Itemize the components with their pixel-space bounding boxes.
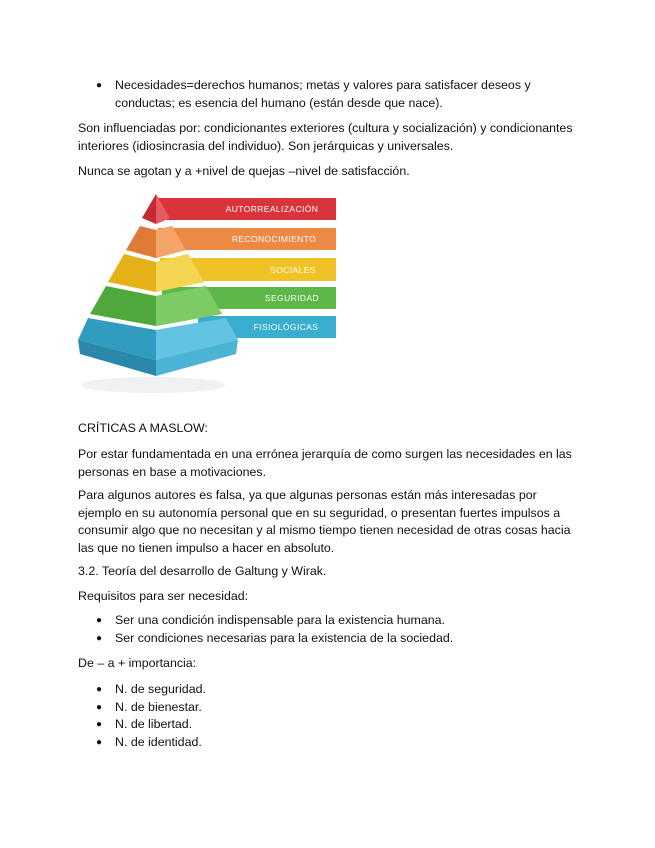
paragraph-influenciadas: Son influenciadas por: condicionantes exteriores (cultura y socialización) y condicionantes interiores (idiosincrasia del individuo). Son jerárquicas y universales.: [78, 121, 573, 153]
list-item-text: N. de bienestar.: [115, 699, 202, 714]
requisitos-intro: Requisitos para ser necesidad:: [78, 589, 249, 603]
paragraph-nunca: Nunca se agotan y a +nivel de quejas –nivel de satisfacción.: [78, 164, 410, 178]
pyramid-label-5: FISIOLÓGICAS: [253, 322, 319, 332]
pyramid-label-3: SOCIALES: [270, 265, 316, 275]
paragraph-criticas-2: Para algunos autores es falsa, ya que algunas personas están más interesadas por ejemplo en su autonomía personal que en su seguridad, o presentan fuertes impulsos a consumir algo que no necesitan y al mismo tiempo tienen necesidad de otras cosas hacia las que no tienen impulso a hacer en absoluto.: [78, 488, 571, 555]
list-item-text: Ser una condición indispensable para la existencia humana.: [115, 613, 445, 627]
bullet-icon: ●: [96, 701, 103, 713]
intro-list: [78, 77, 578, 112]
list-item-text: N. de seguridad.: [115, 682, 206, 696]
list-item: [78, 630, 578, 648]
pyramid-label-2: RECONOCIMIENTO: [231, 234, 317, 244]
importancia-list: [78, 681, 578, 751]
list-item-text: N. de libertad.: [115, 717, 193, 731]
list-item: [78, 699, 578, 717]
list-item: [78, 77, 578, 112]
maslow-pyramid-image: [78, 190, 338, 400]
importancia-intro: De – a + importancia:: [78, 656, 197, 670]
bullet-icon: ●: [96, 80, 103, 91]
bullet-icon: ●: [96, 615, 103, 626]
bullet-icon: ●: [96, 736, 103, 748]
pyramid-label-1: AUTORREALIZACIÓN: [225, 204, 319, 214]
heading-criticas: CRÍTICAS A MASLOW:: [78, 421, 208, 435]
bullet-icon: ●: [96, 684, 103, 695]
section-title: 3.2. Teoría del desarrollo de Galtung y Wirak.: [78, 564, 327, 578]
list-item: [78, 734, 578, 752]
paragraph-criticas-1: Por estar fundamentada en una errónea jerarquía de como surgen las necesidades en las personas en base a motivaciones.: [78, 447, 572, 479]
bullet-icon: ●: [96, 632, 103, 644]
list-item: [78, 612, 578, 630]
list-item: [78, 681, 578, 699]
list-item-text: Necesidades=derechos humanos; metas y valores para satisfacer deseos y conductas; es esencia del humano (están desde que nace).: [115, 78, 531, 110]
list-item-text: Ser condiciones necesarias para la existencia de la sociedad.: [115, 630, 454, 645]
list-item-text: N. de identidad.: [115, 734, 202, 749]
pyramid-label-4: SEGURIDAD: [264, 293, 320, 303]
bullet-icon: ●: [96, 719, 103, 730]
requisitos-list: [78, 612, 578, 647]
list-item: [78, 716, 578, 734]
